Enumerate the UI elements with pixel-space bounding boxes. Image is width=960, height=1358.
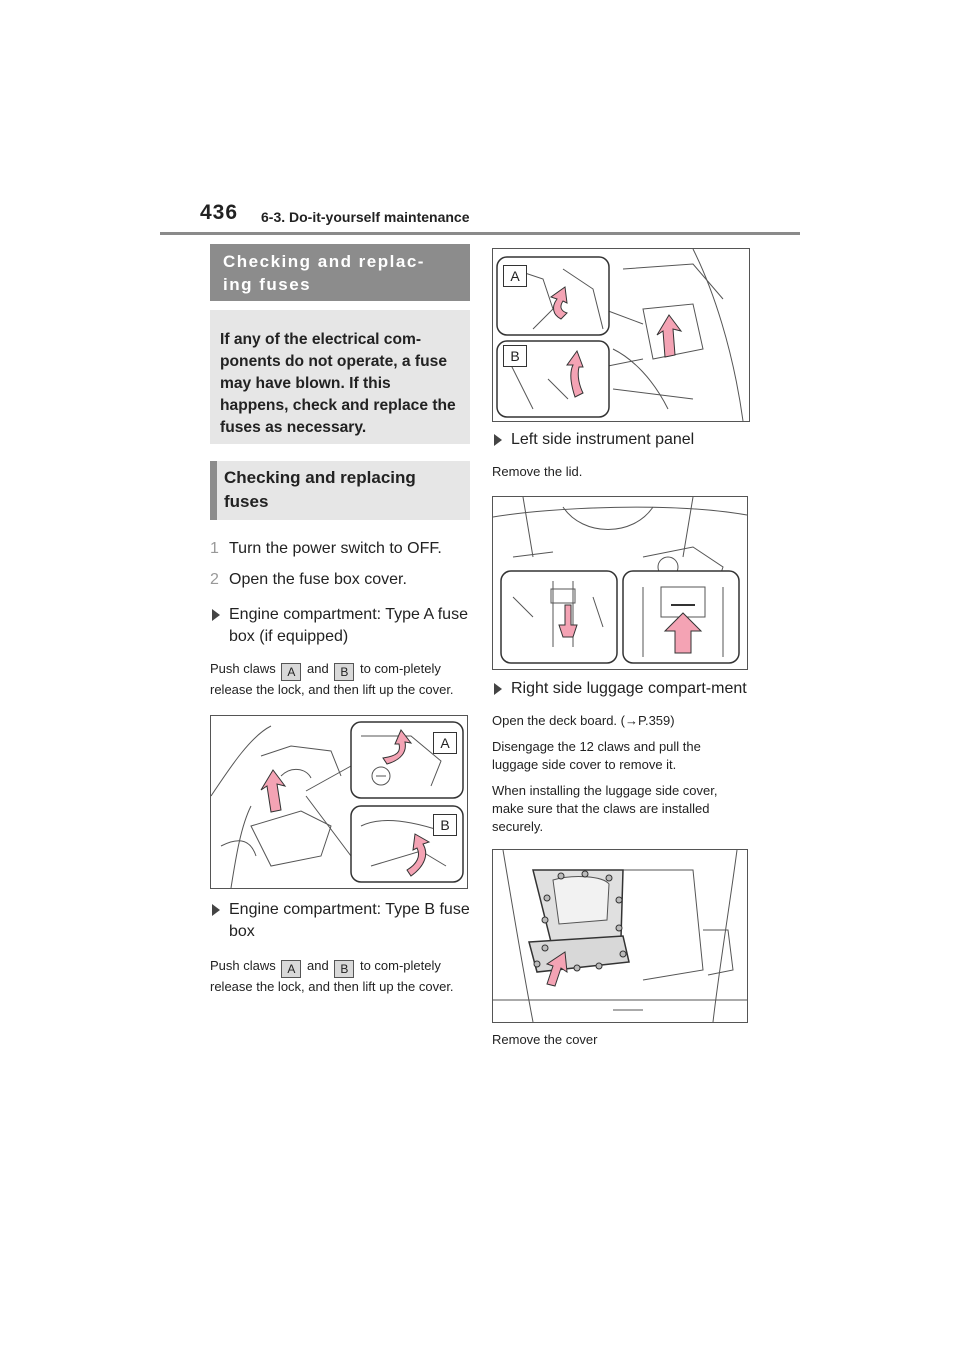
installing-text: When installing the luggage side cover, make sure that the claws are installed securely.	[492, 783, 718, 834]
remove-lid-text: Remove the lid.	[492, 464, 583, 479]
push-claws-text-a	[210, 660, 470, 699]
engine-compartment-illustration	[211, 716, 467, 888]
left-column	[210, 244, 470, 996]
figure-type-b-fuse-box	[492, 248, 750, 422]
claw-label-b: B	[334, 960, 354, 978]
figure-instrument-panel	[492, 496, 748, 670]
step-number: 2	[210, 571, 219, 588]
bullet-right-luggage	[492, 678, 750, 700]
claw-label-a: A	[281, 663, 301, 681]
text: Push claws	[210, 661, 276, 676]
instrument-panel-illustration	[493, 497, 747, 669]
bullet-text: Engine compartment: Type B fuse box	[229, 901, 470, 940]
sub-title: Checking and replacing fuses	[210, 461, 470, 520]
header-rule	[160, 232, 800, 235]
bullet-text: Left side instrument panel	[511, 431, 695, 448]
triangle-bullet-icon	[494, 434, 502, 446]
disengage-text: Disengage the 12 claws and pull the luggage side cover to remove it.	[492, 739, 701, 772]
main-title: Checking and replac- ing fuses	[210, 244, 470, 301]
step-2	[210, 569, 470, 591]
text: and	[307, 958, 329, 973]
engine-compartment-illustration	[493, 249, 749, 421]
triangle-bullet-icon	[212, 904, 220, 916]
figure-luggage-cover	[492, 849, 748, 1023]
claw-label-b: B	[334, 663, 354, 681]
text: to com-pletely release the lock, and then lift up the cover.	[210, 661, 454, 697]
claw-label-a: A	[281, 960, 301, 978]
bullet-engine-type-b	[210, 899, 470, 943]
section-title: 6-3. Do-it-yourself maintenance	[261, 209, 470, 225]
step-1	[210, 538, 470, 560]
figure-label-a: A	[433, 732, 457, 754]
text: to com-pletely release the lock, and then lift up the cover.	[210, 958, 454, 994]
triangle-bullet-icon	[212, 609, 220, 621]
bullet-engine-type-a	[210, 604, 470, 648]
luggage-compartment-illustration	[493, 850, 747, 1022]
right-column	[492, 248, 750, 1049]
push-claws-text-b	[210, 957, 470, 996]
lead-box: If any of the electrical com-ponents do not operate, a fuse may have blown. If this happens, check and replace the fuses as necessary.	[210, 310, 470, 444]
figure-label-a: A	[503, 265, 527, 287]
deck-board-text: Open the deck board. (→P.359)	[492, 713, 675, 728]
step-text: Open the fuse box cover.	[229, 571, 407, 588]
figure-label-b: B	[433, 814, 457, 836]
figure-type-a-fuse-box	[210, 715, 468, 889]
page-number: 436	[200, 201, 239, 224]
step-text: Turn the power switch to OFF.	[229, 540, 442, 557]
text: Push claws	[210, 958, 276, 973]
figure-label-b: B	[503, 345, 527, 367]
text: and	[307, 661, 329, 676]
step-number: 1	[210, 540, 219, 557]
bullet-left-instrument-panel	[492, 429, 750, 451]
remove-cover-text: Remove the cover	[492, 1032, 598, 1047]
triangle-bullet-icon	[494, 683, 502, 695]
bullet-text: Right side luggage compart-ment	[511, 680, 747, 697]
bullet-text: Engine compartment: Type A fuse box (if equipped)	[229, 606, 468, 645]
